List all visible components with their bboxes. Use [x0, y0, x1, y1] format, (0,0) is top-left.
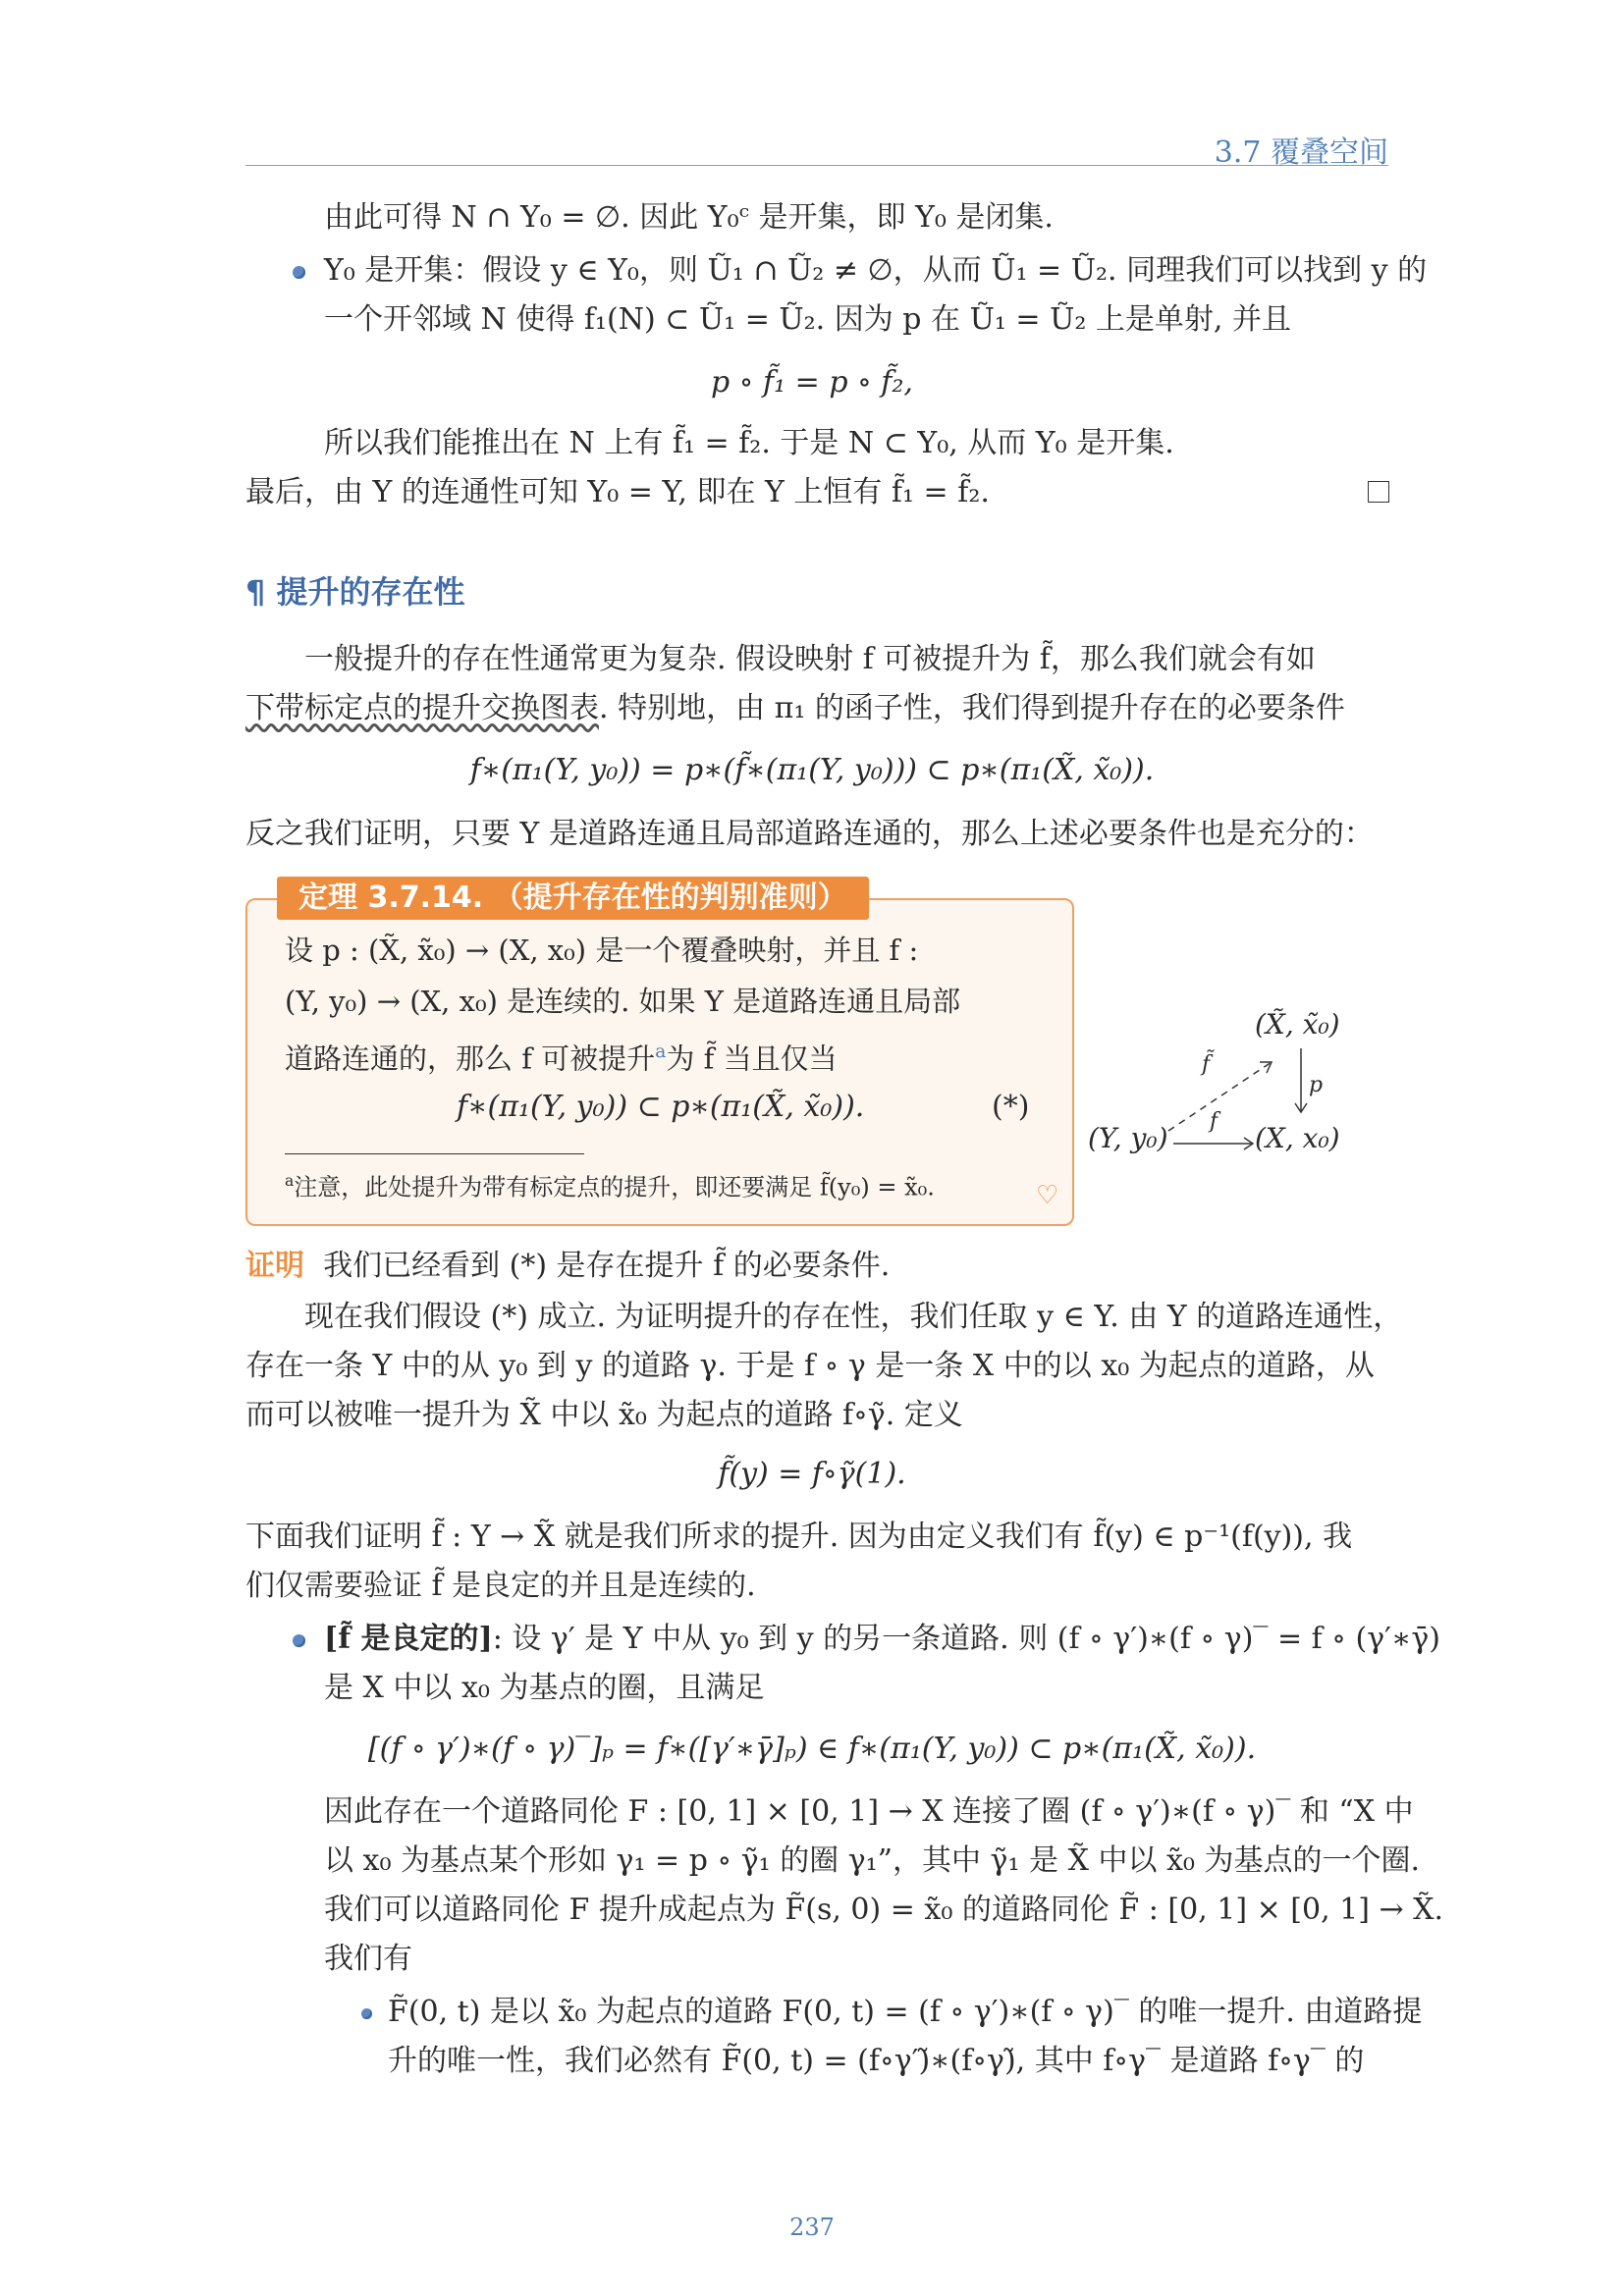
diagram-lift-arrow: [1168, 1062, 1272, 1131]
footnote: [285, 1166, 935, 1201]
footnote-mark: a: [285, 1172, 295, 1190]
text-run: 道路连通的，那么 f 可被提升: [285, 1041, 656, 1076]
text-line: 我们有: [324, 1942, 412, 1976]
theorem-text-line: (Y, y₀) → (X, x₀) 是连续的. 如果 Y 是道路连通且局部: [285, 985, 961, 1018]
theorem-equation: f∗(π₁(Y, y₀)) ⊂ p∗(π₁(X̃, x̃₀)).: [457, 1090, 865, 1124]
diagram-node-right: (X, x₀): [1255, 1122, 1340, 1154]
bold-run: [f̃ 是良定的]: [324, 1622, 493, 1656]
text-line: 一般提升的存在性通常更为复杂. 假设映射 f 可被提升为 f̃，那么我们就会有如: [304, 642, 1316, 676]
text-line: 最后，由 Y 的连通性可知 Y₀ = Y, 即在 Y 上恒有 f̃₁ = f̃₂.: [245, 475, 990, 509]
commutative-diagram: [1080, 1001, 1375, 1178]
text-line: 反之我们证明，只要 Y 是道路连通且局部道路连通的，那么上述必要条件也是充分的：: [245, 817, 1374, 851]
footnote-text: 注意，此处提升为带有标定点的提升，即还要满足 f̃(y₀) = x̃₀.: [294, 1173, 935, 1201]
text-line: Y₀ 是开集：假设 y ∈ Y₀，则 Ũ₁ ∩ Ũ₂ ≠ ∅，从而 Ũ₁ = Ũ₂. 同理我们可以找到 y 的: [324, 253, 1428, 288]
heart-icon: ♡: [1036, 1181, 1059, 1210]
text-run: 我们已经看到 (*) 是存在提升 f̃ 的必要条件.: [323, 1249, 891, 1283]
text-line: 下面我们证明 f̃ : Y → X̃ 就是我们所求的提升. 因为由定义我们有 f̃(y) ∈ p⁻¹(f(y)), 我: [245, 1520, 1353, 1554]
bullet-icon: [293, 266, 305, 279]
text-run: . 特别地，由 π₁ 的函子性，我们得到提升存在的必要条件: [599, 691, 1345, 725]
text-line: 是 X 中以 x₀ 为基点的圈，且满足: [324, 1671, 765, 1705]
text-line: 们仅需要验证 f̃ 是良定的并且是连续的.: [245, 1569, 756, 1603]
underlined-phrase: 下带标定点的提升交换图表: [245, 691, 599, 725]
text-line: [245, 689, 1345, 728]
footnote-ref[interactable]: a: [655, 1041, 667, 1062]
theorem-text-line: 设 p : (X̃, x̃₀) → (X, x₀) 是一个覆叠映射，并且 f :: [285, 934, 919, 967]
diagram-node-top: (X̃, x̃₀): [1255, 1008, 1340, 1041]
theorem-label: 定理 3.7.14. （提升存在性的判别准则）: [277, 877, 869, 920]
display-equation: p ∘ f̃₁ = p ∘ f̃₂,: [711, 365, 913, 400]
text-line: F̃(0, t) 是以 x̃₀ 为起点的道路 F(0, t) = (f ∘ γ′)∗(f ∘ γ)‾ 的唯一提升. 由道路提: [388, 1995, 1423, 2029]
text-line: 而可以被唯一提升为 X̃ 中以 x̃₀ 为起点的道路 f∘γ̃. 定义: [245, 1398, 963, 1432]
qed-square-icon: [1368, 481, 1389, 503]
bullet-icon: [293, 1634, 305, 1647]
display-equation: f̃(y) = f∘γ̃(1).: [718, 1457, 906, 1491]
page-number: 237: [789, 2214, 835, 2241]
diagram-proj-label: p: [1309, 1073, 1324, 1097]
text-line: 存在一条 Y 中的从 y₀ 到 y 的道路 γ. 于是 f ∘ γ 是一条 X 中的以 x₀ 为起点的道路，从: [245, 1349, 1375, 1383]
footnote-rule: [285, 1153, 584, 1154]
text-line: 我们可以道路同伦 F 提升成起点为 F̃(s, 0) = x̃₀ 的道路同伦 F̃ : [0, 1] × [0, 1] → X̃.: [324, 1893, 1444, 1927]
text-line: 现在我们假设 (*) 成立. 为证明提升的存在性，我们任取 y ∈ Y. 由 Y 的道路连通性，: [304, 1300, 1403, 1334]
display-equation: f∗(π₁(Y, y₀)) = p∗(f̃∗(π₁(Y, y₀))) ⊂ p∗(π₁(X̃, x̃₀)).: [469, 753, 1155, 787]
display-equation: [(f ∘ γ′)∗(f ∘ γ)‾]ₚ = f∗([γ′∗γ̄]ₚ) ∈ f∗(π₁(Y, y₀)) ⊂ p∗(π₁(X̃, x̃₀)).: [367, 1732, 1257, 1766]
section-title: ¶ 提升的存在性: [245, 573, 465, 611]
text-run: 为 f̃ 当且仅当: [666, 1041, 838, 1076]
diagram-lift-label: f̃: [1202, 1052, 1211, 1077]
diagram-map-label: f: [1210, 1109, 1218, 1134]
running-title: 3.7 覆叠空间: [1214, 135, 1388, 170]
text-line: 一个开邻域 N 使得 f₁(N) ⊂ Ũ₁ = Ũ₂. 因为 p 在 Ũ₁ = Ũ₂ 上是单射, 并且: [324, 302, 1292, 337]
text-line: 由此可得 N ∩ Y₀ = ∅. 因此 Y₀ᶜ 是开集，即 Y₀ 是闭集.: [324, 200, 1054, 235]
text-run: : 设 γ′ 是 Y 中从 y₀ 到 y 的另一条道路. 则 (f ∘ γ′)∗(f ∘ γ)‾ = f ∘ (γ′∗γ̄): [492, 1622, 1440, 1656]
theorem-text-line: [285, 1033, 838, 1078]
text-line: 所以我们能推出在 N 上有 f̃₁ = f̃₂. 于是 N ⊂ Y₀, 从而 Y₀ 是开集.: [324, 426, 1174, 460]
proof-label: 证明: [245, 1249, 304, 1283]
diagram-node-left: (Y, y₀): [1088, 1122, 1168, 1154]
text-line: [245, 1247, 890, 1286]
equation-tag: (*): [992, 1090, 1030, 1124]
text-line: 以 x₀ 为基点某个形如 γ₁ = p ∘ γ̃₁ 的圈 γ₁”，其中 γ̃₁ 是 X̃ 中以 x̃₀ 为基点的一个圈.: [324, 1843, 1421, 1878]
running-header: [245, 126, 1388, 170]
text-line: [324, 1620, 1440, 1659]
text-line: 升的唯一性，我们必然有 F̃(0, t) = (f∘γ′)̃∗(f∘γ)̃, 其中 f∘γ‾ 是道路 f∘γ‾ 的: [388, 2044, 1365, 2078]
bullet-icon: [361, 2008, 372, 2019]
text-line: 因此存在一个道路同伦 F : [0, 1] × [0, 1] → X 连接了圈 (f ∘ γ′)∗(f ∘ γ)‾ 和 “X 中: [324, 1794, 1414, 1829]
